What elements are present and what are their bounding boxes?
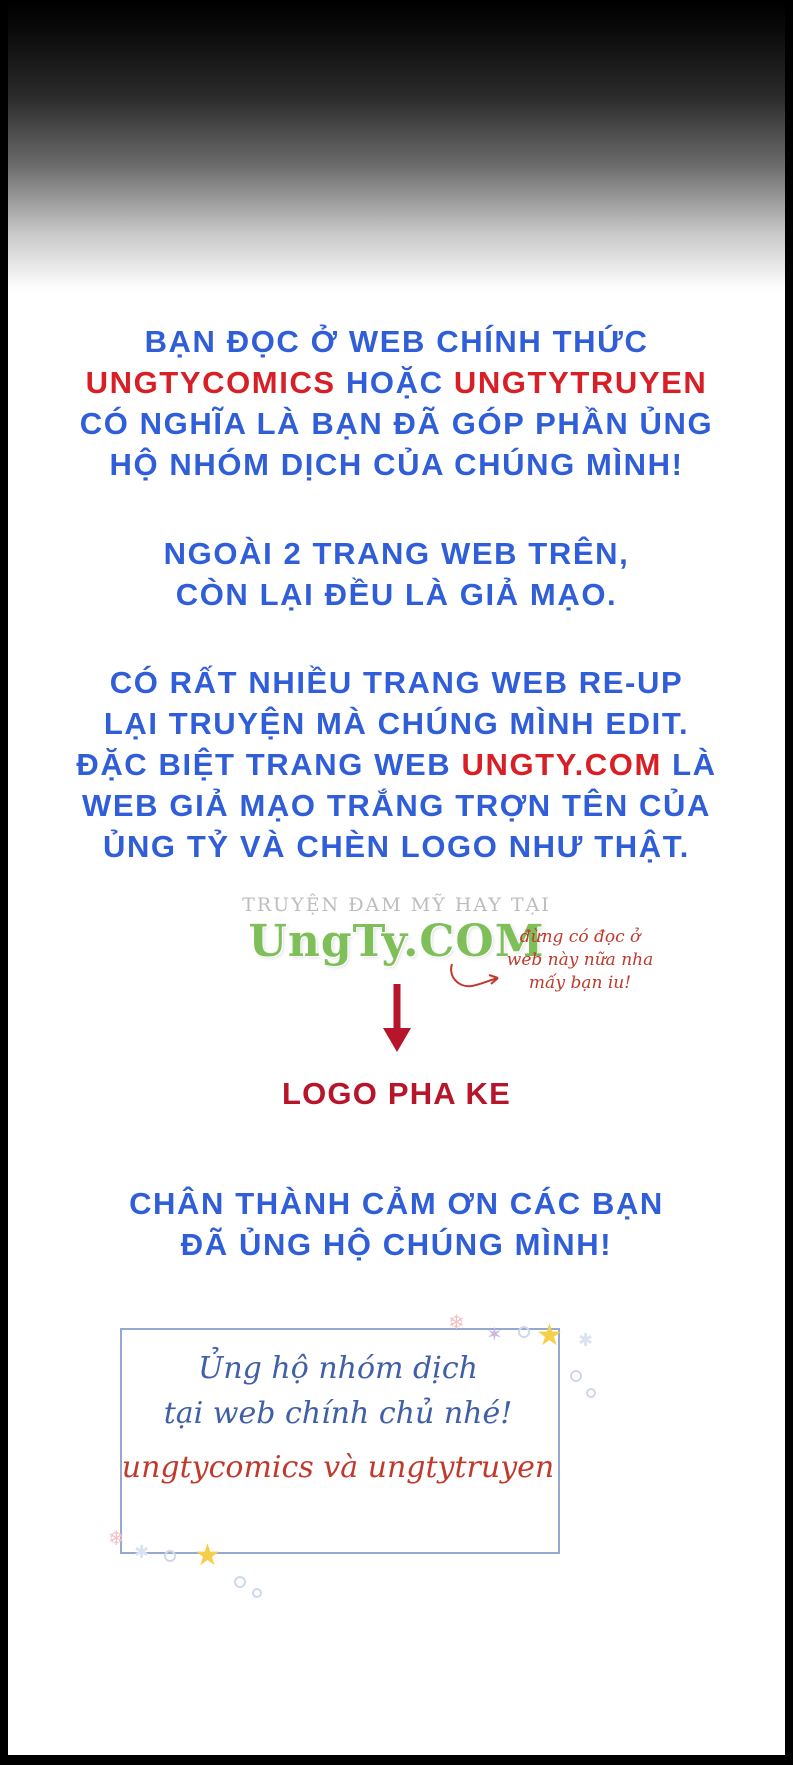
announcement-line: HỘ NHÓM DỊCH CỦA CHÚNG MÌNH! xyxy=(109,446,684,482)
top-gradient-panel xyxy=(0,0,793,300)
page-bottom-edge xyxy=(0,1755,793,1765)
thanks-line: ĐÃ ỦNG HỘ CHÚNG MÌNH! xyxy=(180,1226,613,1262)
support-card-line-2: tại web chính chủ nhé! xyxy=(163,1395,513,1431)
thanks-line: CHÂN THÀNH CẢM ƠN CÁC BẠN xyxy=(129,1185,664,1221)
thanks-block xyxy=(8,1184,785,1266)
announcement-line: ỦNG TỶ VÀ CHÈN LOGO NHƯ THẬT. xyxy=(102,829,691,865)
announcement-line: CÓ NGHĨA LÀ BẠN ĐÃ GÓP PHẦN ỦNG xyxy=(79,405,714,441)
announcement-block-3 xyxy=(8,663,785,868)
fake-logo-name: UngTy.COM xyxy=(248,915,545,967)
circle-outline-icon xyxy=(234,1576,246,1588)
announcement-line: CÒN LẠI ĐỀU LÀ GIẢ MẠO. xyxy=(175,576,618,612)
site-name-ungtycomics: UNGTYCOMICS xyxy=(85,364,346,400)
circle-outline-icon xyxy=(518,1326,530,1338)
announcement-line: WEB GIẢ MẠO TRẮNG TRỢN TÊN CỦA xyxy=(82,788,711,824)
page-left-edge xyxy=(0,0,8,1765)
page-right-edge xyxy=(785,0,793,1765)
phrase-la: LÀ xyxy=(672,747,717,783)
handwritten-warning-note: đừng có đọc ở web này nữa nha mấy bạn iu! xyxy=(506,926,654,993)
announcement-block-2 xyxy=(8,534,785,616)
sparkle-icon: ✱ xyxy=(578,1329,594,1350)
site-name-ungtytruyen: UNGTYTRUYEN xyxy=(453,364,708,400)
star-icon: ★ xyxy=(194,1538,221,1572)
flower-icon: ❄ xyxy=(108,1527,125,1550)
announcement-line: LẠI TRUYỆN MÀ CHÚNG MÌNH EDIT. xyxy=(103,706,690,742)
announcement-block-1 xyxy=(8,322,785,486)
circle-outline-icon xyxy=(570,1370,582,1382)
announcement-line: CÓ RẤT NHIỀU TRANG WEB RE-UP xyxy=(109,665,684,701)
announcement-line xyxy=(8,745,785,786)
phrase-dac-biet: ĐẶC BIỆT TRANG WEB xyxy=(76,747,462,783)
conjunction-hoac: HOẶC xyxy=(345,364,454,400)
fake-logo-demo xyxy=(8,886,785,1126)
announcement-line: NGOÀI 2 TRANG WEB TRÊN, xyxy=(163,535,630,571)
star-icon: ★ xyxy=(536,1318,563,1352)
announcement-content xyxy=(8,300,785,1630)
support-card-line-3: ungtycomics và ungtytruyen xyxy=(121,1449,555,1485)
circle-outline-icon xyxy=(586,1388,596,1398)
support-card-text xyxy=(120,1346,556,1485)
arrow-down-icon xyxy=(380,982,414,1061)
circle-outline-icon xyxy=(252,1588,262,1598)
announcement-line: BẠN ĐỌC Ở WEB CHÍNH THỨC xyxy=(144,324,649,359)
flower-icon: ❄ xyxy=(448,1311,465,1334)
fake-logo-tagline: TRUYỆN ĐAM MỸ HAY TẠI xyxy=(242,893,551,916)
circle-outline-icon xyxy=(164,1550,176,1562)
support-card-line-1: Ủng hộ nhóm dịch xyxy=(198,1350,478,1386)
announcement-line xyxy=(8,363,785,404)
flower-icon: ✶ xyxy=(486,1323,503,1346)
curved-arrow-icon xyxy=(446,958,504,1003)
fake-site-name: UNGTY.COM xyxy=(461,747,673,783)
support-card xyxy=(8,1310,785,1630)
fake-logo-caption: LOGO PHA KE xyxy=(281,1075,512,1111)
sparkle-icon: ✱ xyxy=(134,1541,150,1562)
